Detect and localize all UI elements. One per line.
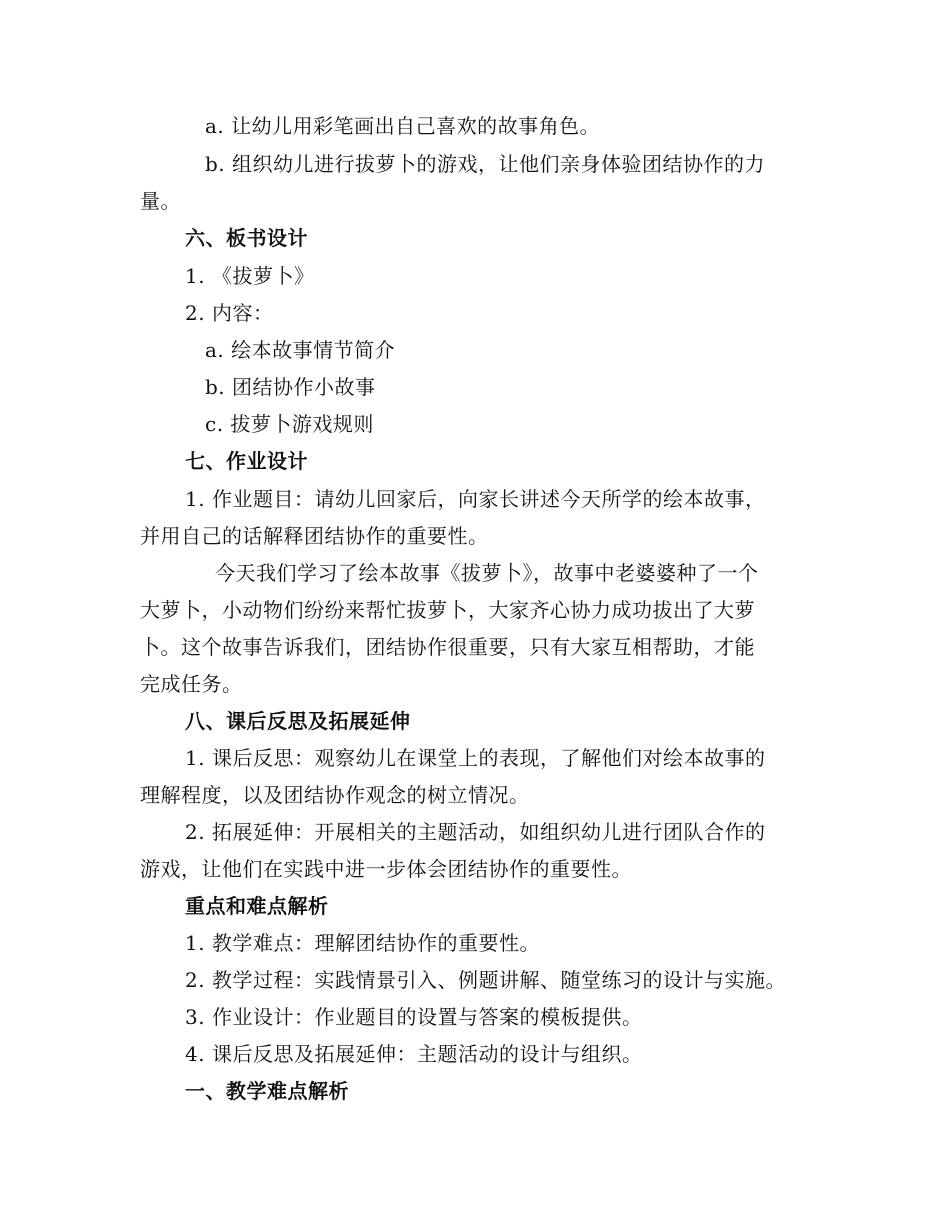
homework-item-1: 1. 作业题目：请幼儿回家后，向家长讲述今天所学的绘本故事， xyxy=(185,487,766,511)
key-point-item-3: 3. 作业设计：作业题目的设置与答案的模板提供。 xyxy=(185,1005,643,1029)
section-heading-homework: 七、作业设计 xyxy=(185,449,308,473)
board-item-1: 1. 《拔萝卜》 xyxy=(185,264,315,288)
key-point-item-4: 4. 课后反思及拓展延伸：主题活动的设计与组织。 xyxy=(185,1042,643,1066)
board-subitem-c: c. 拔萝卜游戏规则 xyxy=(205,412,374,436)
reflection-item-1: 1. 课后反思：观察幼儿在课堂上的表现，了解他们对绘本故事的 xyxy=(185,746,766,770)
board-subitem-b: b. 团结协作小故事 xyxy=(205,375,376,399)
section-heading-difficulty-analysis: 一、教学难点解析 xyxy=(185,1079,349,1103)
activity-item-b: b. 组织幼儿进行拔萝卜的游戏，让他们亲身体验团结协作的力 xyxy=(205,152,766,176)
answer-paragraph-line-4: 完成任务。 xyxy=(140,672,243,696)
reflection-item-2-cont: 游戏，让他们在实践中进一步体会团结协作的重要性。 xyxy=(140,857,632,881)
section-heading-reflection: 八、课后反思及拓展延伸 xyxy=(185,709,411,733)
key-point-item-2: 2. 教学过程：实践情景引入、例题讲解、随堂练习的设计与实施。 xyxy=(185,968,786,992)
key-point-item-1: 1. 教学难点：理解团结协作的重要性。 xyxy=(185,931,540,955)
answer-paragraph-line-2: 大萝卜，小动物们纷纷来帮忙拔萝卜，大家齐心协力成功拔出了大萝 xyxy=(140,598,755,622)
activity-item-b-cont: 量。 xyxy=(140,189,181,213)
reflection-item-2: 2. 拓展延伸：开展相关的主题活动，如组织幼儿进行团队合作的 xyxy=(185,820,766,844)
section-heading-key-points: 重点和难点解析 xyxy=(185,894,329,918)
answer-paragraph-line-1: 今天我们学习了绘本故事《拔萝卜》，故事中老婆婆种了一个 xyxy=(215,561,759,585)
board-item-2: 2. 内容： xyxy=(185,301,274,325)
reflection-item-1-cont: 理解程度，以及团结协作观念的树立情况。 xyxy=(140,783,530,807)
homework-item-1-cont: 并用自己的话解释团结协作的重要性。 xyxy=(140,524,489,548)
board-subitem-a: a. 绘本故事情节简介 xyxy=(205,338,396,362)
section-heading-board-design: 六、板书设计 xyxy=(185,226,308,250)
activity-item-a: a. 让幼儿用彩笔画出自己喜欢的故事角色。 xyxy=(205,114,601,138)
answer-paragraph-line-3: 卜。这个故事告诉我们，团结协作很重要，只有大家互相帮助，才能 xyxy=(140,635,755,659)
